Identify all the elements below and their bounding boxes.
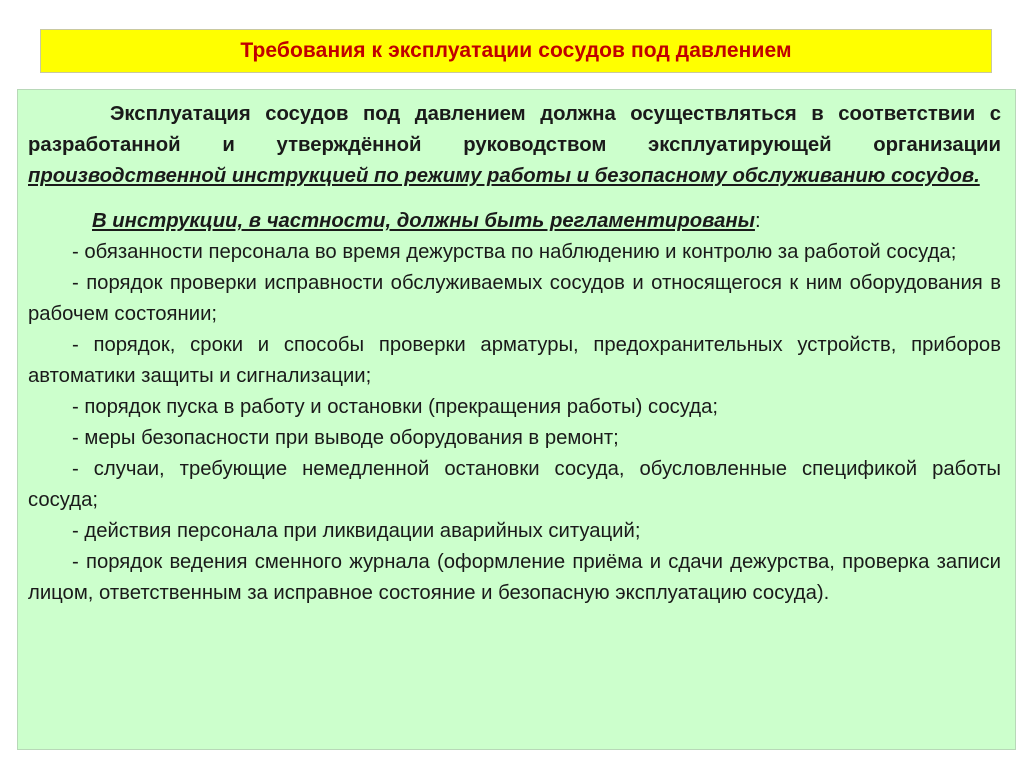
intro-paragraph <box>28 99 1001 192</box>
slide-title: Требования к эксплуатации сосудов под давлением <box>240 39 792 62</box>
intro-emphasis: производственной инструкцией по режиму работы и безопасному обслуживанию сосудов. <box>28 165 980 187</box>
list-heading-text: В инструкции, в частности, должны быть регламентированы <box>92 210 755 232</box>
list-item: - порядок пуска в работу и остановки (прекращения работы) сосуда; <box>72 396 718 418</box>
list-item: - случаи, требующие немедленной остановки сосуда, обусловленные спецификой работы сосуда; <box>28 458 1001 511</box>
list-item: - меры безопасности при выводе оборудования в ремонт; <box>72 427 619 449</box>
list-item: - порядок проверки исправности обслуживаемых сосудов и относящегося к ним оборудования в рабочем состоянии; <box>28 272 1001 325</box>
intro-text: Эксплуатация сосудов под давлением должна осуществляться в соответствии с разработанной и утверждённой руководством эксплуатирующей организации <box>28 103 1001 156</box>
content-panel <box>17 89 1016 750</box>
list-item: - обязанности персонала во время дежурства по наблюдению и контролю за работой сосуда; <box>72 241 957 263</box>
list-heading-colon: : <box>754 210 761 232</box>
list-item: - действия персонала при ликвидации аварийных ситуаций; <box>72 520 641 542</box>
list-heading <box>28 206 1001 237</box>
list-item: - порядок ведения сменного журнала (оформление приёма и сдачи дежурства, проверка записи лицом, ответственным за исправное состояние и безопасную эксплуатацию сосуда). <box>28 551 1001 604</box>
title-banner <box>40 29 992 73</box>
list-item: - порядок, сроки и способы проверки арматуры, предохранительных устройств, приборов автоматики защиты и сигнализации; <box>28 334 1001 387</box>
